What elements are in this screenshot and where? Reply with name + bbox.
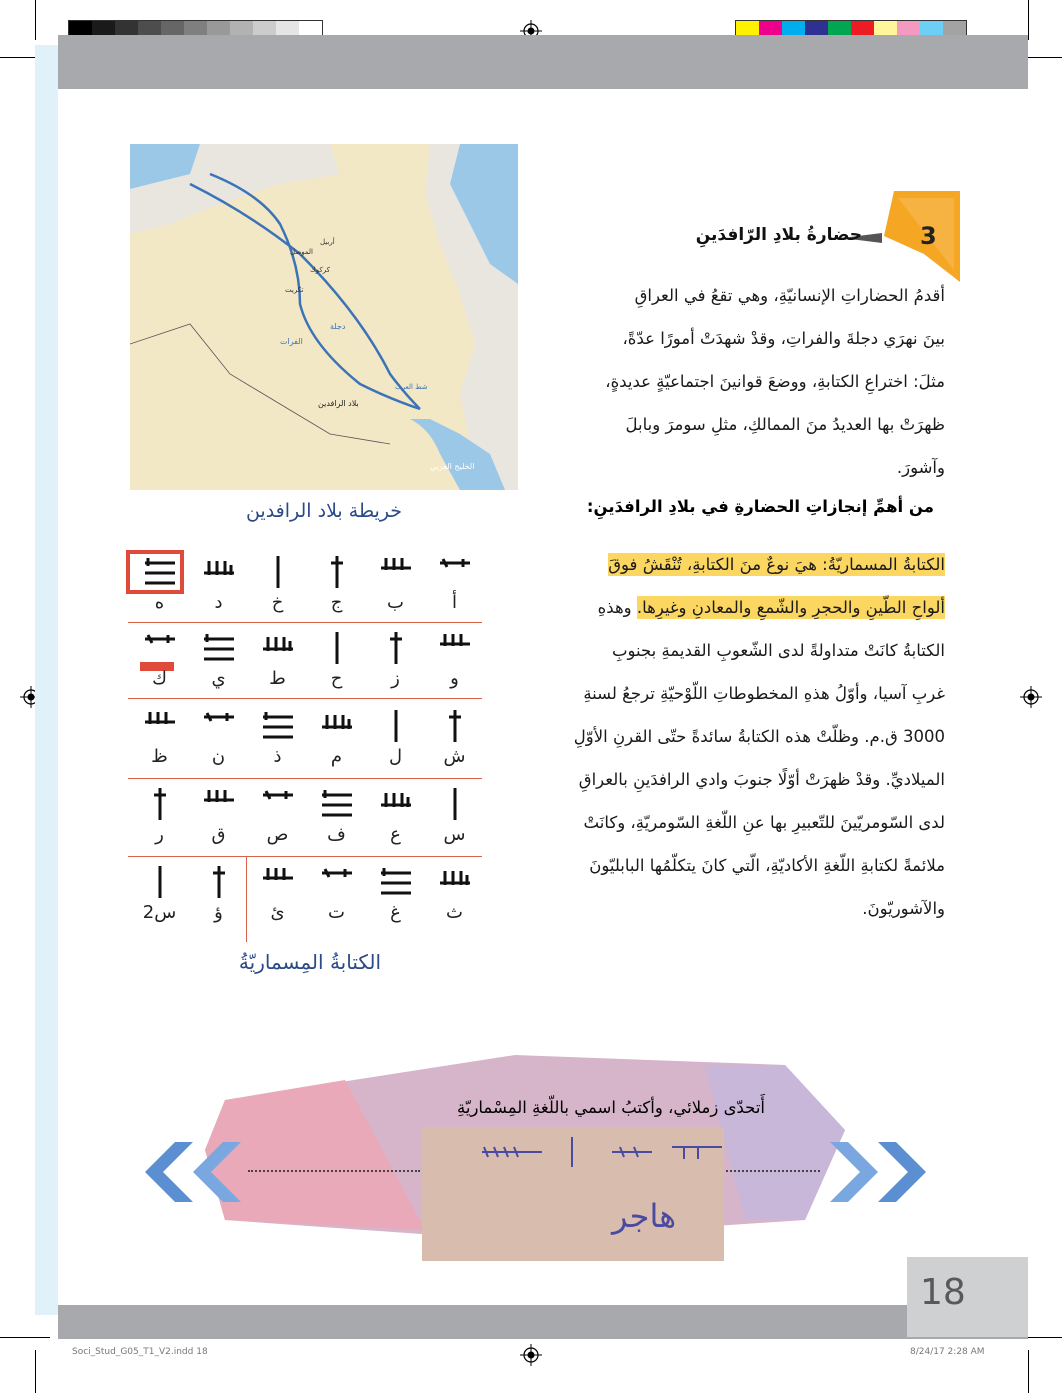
cuneiform-letter: ح xyxy=(330,668,343,689)
cuneiform-cell xyxy=(425,784,484,846)
cuneiform-cell xyxy=(425,628,484,690)
table-divider xyxy=(128,698,482,699)
cuneiform-glyph-icon xyxy=(130,628,189,668)
cuneiform-cell xyxy=(248,552,307,614)
cuneiform-letter: ش xyxy=(443,746,466,767)
cuneiform-glyph-icon xyxy=(366,706,425,746)
footer-band xyxy=(58,1305,1028,1339)
section-title: حضارةُ بلادِ الرّافدَينِ xyxy=(695,225,862,245)
intro-line: ظهرَتْ بها العديدُ منَ الممالكِ، مثلِ سومرَ وبابلَ xyxy=(625,415,945,434)
cuneiform-letter: س xyxy=(443,824,466,845)
cuneiform-letter: ث xyxy=(446,902,463,923)
map-label-mosul: الموصل xyxy=(290,248,313,256)
map-label-erbil: أربيل xyxy=(320,238,335,246)
cuneiform-cell xyxy=(130,628,189,690)
registration-mark-icon xyxy=(1020,686,1042,708)
cuneiform-glyph-icon xyxy=(130,784,189,824)
cuneiform-letter: ن xyxy=(211,746,226,767)
handwritten-name-photo xyxy=(422,1127,724,1261)
body-line: غربِ آسيا، وأوّلُ هذهِ المخطوطاتِ اللّوْحيّةِ ترجعُ لسنةِ xyxy=(583,684,945,703)
map-label-kirkuk: كركوك xyxy=(310,266,330,274)
intro-line: وآشورَ. xyxy=(896,458,945,477)
cuneiform-cell xyxy=(130,706,189,768)
cuneiform-letter: خ xyxy=(271,592,284,613)
cuneiform-letter: ه xyxy=(154,592,165,613)
cuneiform-letter: ك xyxy=(152,668,167,689)
cuneiform-glyph-icon xyxy=(189,552,248,592)
crop-mark xyxy=(1028,1350,1029,1393)
cuneiform-letter: ق xyxy=(211,824,226,845)
cuneiform-cell xyxy=(307,784,366,846)
cuneiform-glyph-icon xyxy=(366,784,425,824)
cuneiform-cell xyxy=(425,552,484,614)
cuneiform-letter: غ xyxy=(390,902,401,923)
body-line: والآشوريّونَ. xyxy=(862,899,945,918)
cuneiform-letter: ت xyxy=(328,902,345,923)
cuneiform-cell xyxy=(307,862,366,924)
cuneiform-letter: ؤ xyxy=(214,902,223,923)
mesopotamia-map xyxy=(130,144,518,490)
cuneiform-glyph-icon xyxy=(307,862,366,902)
cuneiform-cell xyxy=(366,706,425,768)
map-label-mesopotamia: بلاد الرافدين xyxy=(318,399,359,408)
table-divider xyxy=(128,856,482,857)
cuneiform-glyph-icon xyxy=(248,628,307,668)
crop-mark xyxy=(0,1337,50,1338)
body-line: 3000 ق.م. وظلّتْ هذه الكتابةُ سائدةً حتّى القرنِ الأوّلِ xyxy=(573,727,945,746)
cuneiform-glyph-icon xyxy=(425,628,484,668)
intro-line: أقدمُ الحضاراتِ الإنسانيّةِ، وهي تقعُ في العراقِ xyxy=(634,286,945,305)
cuneiform-cell xyxy=(130,784,189,846)
crop-mark xyxy=(35,1350,36,1393)
cuneiform-glyph-icon xyxy=(248,784,307,824)
page-number: 18 xyxy=(920,1272,966,1313)
cuneiform-letter: ج xyxy=(330,592,343,613)
cuneiform-cell xyxy=(130,862,189,924)
cuneiform-cell xyxy=(248,784,307,846)
cuneiform-letter: أ xyxy=(451,592,457,613)
highlighted-definition: ألواحِ الطّينِ والحجرِ والشّمعِ والمعادنِ وغيرِها. xyxy=(636,598,945,617)
cuneiform-cell xyxy=(189,862,248,924)
cuneiform-letter: ع xyxy=(390,824,401,845)
cuneiform-glyph-icon xyxy=(307,706,366,746)
cuneiform-caption: الكتابةُ المِسماريّةُ xyxy=(238,950,382,974)
cuneiform-cell xyxy=(248,862,307,924)
cuneiform-glyph-icon xyxy=(425,784,484,824)
cuneiform-cell xyxy=(307,552,366,614)
cuneiform-letter: ذ xyxy=(273,746,282,767)
intro-paragraph xyxy=(540,274,945,489)
section-number: 3 xyxy=(920,222,937,250)
cuneiform-glyph-icon xyxy=(130,862,189,902)
highlighted-definition: الكتابةُ المسماريّةُ: هيَ نوعٌ منَ الكتابةِ، تُنْقَشُ فوقَ xyxy=(608,555,945,574)
cuneiform-cell xyxy=(425,862,484,924)
achievements-heading: من أهمِّ إنجازاتِ الحضارةِ في بلادِ الرافدَينِ: xyxy=(586,497,934,516)
cuneiform-cell xyxy=(248,628,307,690)
dotted-line xyxy=(248,1170,420,1174)
cuneiform-letter: م xyxy=(330,746,343,767)
cuneiform-letter: ز xyxy=(391,668,400,689)
header-band xyxy=(58,35,1028,89)
cuneiform-cell xyxy=(248,706,307,768)
cuneiform-glyph-icon xyxy=(307,628,366,668)
cuneiform-glyph-icon xyxy=(130,706,189,746)
cuneiform-cell xyxy=(307,706,366,768)
cuneiform-glyph-icon xyxy=(189,784,248,824)
body-line: الكتابةُ كانَتْ متداولةً لدى الشّعوبِ القديمةِ بجنوبِ xyxy=(611,641,945,660)
cuneiform-glyph-icon xyxy=(366,628,425,668)
table-divider xyxy=(128,778,482,779)
intro-line: مثلَ: اختراعِ الكتابةِ، ووضعَ قوانينَ اجتماعيّةٍ عديدةٍ، xyxy=(605,372,945,391)
page-margin-band xyxy=(35,45,58,1315)
body-line: الميلاديِّ. وقدْ ظهرَتْ أوّلًا جنوبَ وادي الرافدَينِ بالعراقِ xyxy=(578,770,945,789)
intro-line: بينَ نهرَي دجلةَ والفراتِ، وقدْ شهدَتْ أمورًا عدّةً، xyxy=(622,329,945,348)
cuneiform-cell xyxy=(189,552,248,614)
cuneiform-glyph-icon xyxy=(425,862,484,902)
cuneiform-cell xyxy=(366,552,425,614)
cuneiform-cell xyxy=(189,784,248,846)
body-line: ملائمةً لكتابةِ اللّغةِ الأكاديّةِ، الّتي كانَ يتكلّمُها البابليّونَ xyxy=(589,856,945,875)
cuneiform-letter: ص xyxy=(266,824,289,845)
cuneiform-glyph-icon xyxy=(189,628,248,668)
map-label-tikrit: تكريت xyxy=(285,286,304,294)
slug-date: 8/24/17 2:28 AM xyxy=(910,1347,985,1357)
cuneiform-letter: د xyxy=(214,592,223,613)
cuneiform-glyph-icon xyxy=(248,862,307,902)
cuneiform-glyph-icon xyxy=(307,552,366,592)
map-label-shatt: شط العرب xyxy=(395,383,428,391)
slug-file: Soci_Stud_G05_T1_V2.indd 18 xyxy=(72,1347,208,1357)
crop-mark xyxy=(1028,0,1029,40)
cuneiform-cell xyxy=(307,628,366,690)
cuneiform-glyph-icon xyxy=(366,862,425,902)
cuneiform-letter: ب xyxy=(387,592,404,613)
cuneiform-glyph-icon xyxy=(130,552,189,592)
cuneiform-paragraph xyxy=(540,543,945,930)
cuneiform-letter: ف xyxy=(327,824,346,845)
left-chevrons-icon xyxy=(145,1142,263,1202)
line-tail: وهذهِ xyxy=(597,598,637,617)
cuneiform-glyph-icon xyxy=(248,706,307,746)
registration-mark-icon xyxy=(520,1344,542,1366)
map-label-gulf: الخليج العربي xyxy=(430,462,475,471)
cuneiform-cell xyxy=(366,628,425,690)
cuneiform-glyph-icon xyxy=(307,784,366,824)
cuneiform-letter: ظ xyxy=(151,746,168,767)
cuneiform-cell xyxy=(189,628,248,690)
map-caption: خريطة بلاد الرافدين xyxy=(245,500,403,522)
table-divider xyxy=(128,622,482,623)
cuneiform-letter: ئ xyxy=(270,902,285,923)
cuneiform-glyph-icon xyxy=(425,552,484,592)
cuneiform-glyph-icon xyxy=(189,862,248,902)
dotted-line xyxy=(726,1170,820,1174)
cuneiform-cell xyxy=(366,862,425,924)
right-chevrons-icon xyxy=(830,1142,940,1202)
cuneiform-letter: ط xyxy=(269,668,286,689)
cuneiform-glyph-icon xyxy=(248,552,307,592)
cuneiform-letter: و xyxy=(450,668,459,689)
activity-title: أَتحدّى زملائي، وأكتبُ اسمي باللّغةِ المِسْماريّةِ xyxy=(457,1098,765,1117)
cuneiform-cell xyxy=(425,706,484,768)
cuneiform-cell xyxy=(189,706,248,768)
map-label-tigris: دجلة xyxy=(330,322,346,331)
cuneiform-glyph-icon xyxy=(366,552,425,592)
cuneiform-letter: ي xyxy=(211,668,226,689)
cuneiform-cell xyxy=(366,784,425,846)
crop-mark xyxy=(35,0,36,40)
cuneiform-glyph-icon xyxy=(425,706,484,746)
body-line: لدى السّومريّينَ للتّعبيرِ بها عنِ اللّغةِ السّومريّةِ، وكانَتْ xyxy=(583,813,945,832)
cuneiform-letter: س2 xyxy=(142,902,177,923)
cuneiform-letter: ل xyxy=(388,746,403,767)
cuneiform-glyph-icon xyxy=(189,706,248,746)
map-label-euphrates: الفرات xyxy=(280,337,303,346)
cuneiform-cell xyxy=(130,552,189,614)
handwritten-name: هاجر xyxy=(612,1197,677,1235)
cuneiform-letter: ر xyxy=(155,824,164,845)
